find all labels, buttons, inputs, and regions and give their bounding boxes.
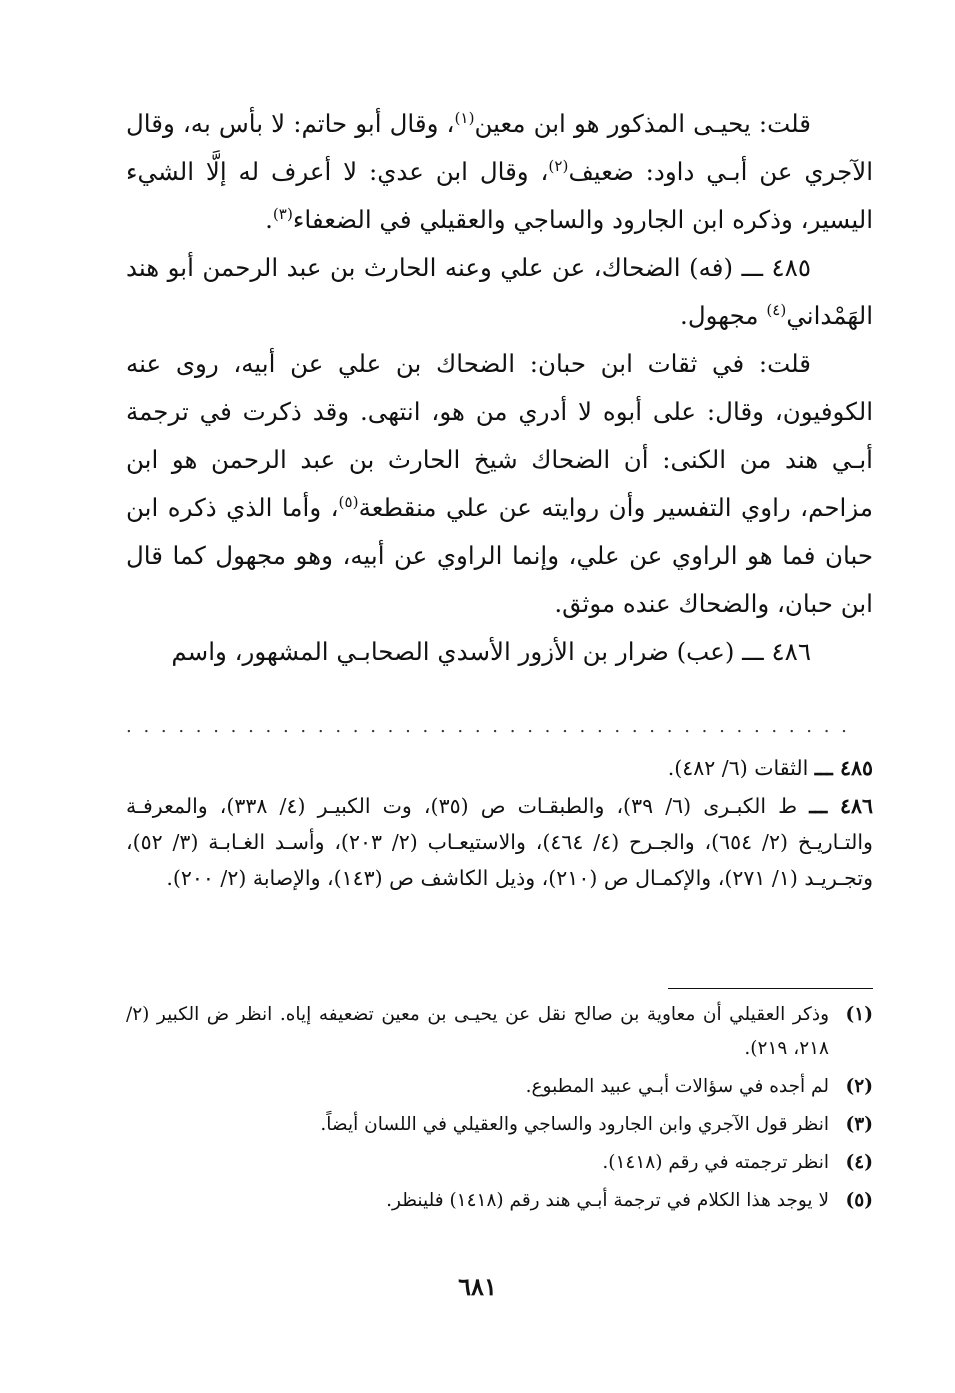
page-number: ٦٨١ <box>458 1272 497 1301</box>
reference-text: ط الكبـرى (٦/ ٣٩)، والطبقـات ص (٣٥)، وت الكبيـر (٤/ ٣٣٨)، والمعرفـة والتـاريـخ (٢/ ٦٥٤)، والجـرح (٤/ ٤٦٤)، والاستيعـاب (٢/ ٢٠٣)، وأسـد الغـابـة (٣/ ٥٢)، وتجـريـد (١/ ٢٧١)، والإكمـال ص (٢١٠)، وذيل الكاشف ص (١٤٣)، والإصابة (٢/ ٢٠٠). <box>126 794 873 890</box>
footnote-item <box>126 1070 873 1104</box>
footnote-text: انظر قول الآجري وابن الجارود والساجي والعقيلي في اللسان أيضاً. <box>320 1114 829 1135</box>
paragraph <box>126 100 873 244</box>
footnote-item <box>126 1184 873 1218</box>
footnote-number: (٢) <box>845 1076 873 1097</box>
text-run: ٤٨٥ ـــ (فه) الضحاك، عن علي وعنه الحارث بن عبد الرحمن أبو هند الهَمْداني <box>126 253 873 330</box>
footnote-number: (١) <box>845 1004 873 1025</box>
footnote-number: (٤) <box>845 1152 873 1173</box>
text-run: مجهول. <box>680 301 767 330</box>
footnote-ref[interactable]: (٣) <box>272 204 293 223</box>
footnote-ref[interactable]: (١) <box>454 108 475 127</box>
text-run: ، وقال أبو حاتم: لا بأس به، وقال الآجري عن أبـي داود: ضعيف <box>126 109 873 186</box>
footnote-text: لا يوجد هذا الكلام في ترجمة أبـي هند رقم (١٤١٨) فلينظر. <box>386 1190 829 1211</box>
text-run: . <box>265 205 273 234</box>
entry-485 <box>126 244 873 340</box>
text-run: ، وقال ابن عدي: لا أعرف له إلَّا الشيء اليسير، وذكره ابن الجارود والساجي والعقيلي في الضعفاء <box>126 157 873 234</box>
footnote-text: وذكر العقيلي أن معاوية بن صالح نقل عن يحيـى بن معين تضعيفه إياه. انظر ض الكبير (٢/ ٢١٨، ٢١٩). <box>126 1004 829 1059</box>
reference-number: ٤٨٦ ـــ <box>809 794 873 818</box>
footnotes <box>126 998 873 1222</box>
paragraph <box>126 340 873 628</box>
text-run: قلت: في ثقات ابن حبان: الضحاك بن علي عن أبيه، روى عنه الكوفيون، وقال: على أبوه لا أدري من هو، انتهى. وقد ذكرت في ترجمة أبـي هند من الكنى: أن الضحاك شيخ الحارث بن عبد الرحمن هو ابن مزاحم، راوي التفسير وأن روايته عن علي منقطعة <box>126 349 873 522</box>
footnote-ref[interactable]: (٢) <box>548 156 569 175</box>
footnote-item <box>126 1108 873 1142</box>
reference-text: الثقات (٦/ ٤٨٢). <box>667 756 815 780</box>
text-run: قلت: يحيـى المذكور هو ابن معين <box>474 109 811 138</box>
footnote-ref[interactable]: (٤) <box>766 300 787 319</box>
reference-item <box>126 788 873 896</box>
footnote-text: انظر ترجمته في رقم (١٤١٨). <box>602 1152 829 1173</box>
footnote-ref[interactable]: (٥) <box>338 492 359 511</box>
reference-item <box>126 750 873 786</box>
references <box>126 750 873 898</box>
text-run: ، وأما الذي ذكره ابن حبان فما هو الراوي عن علي، وإنما الراوي عن أبيه، وهو مجهول كما قال ابن حبان، والضحاك عنده موثق. <box>126 493 873 618</box>
separator-dots: . . . . . . . . . . . . . . . . . . . . . . . . . . . . . . . . . . . . . . . . . . <box>126 720 850 734</box>
footnote-item <box>126 1146 873 1180</box>
footnote-item <box>126 998 873 1066</box>
reference-number: ٤٨٥ ـــ <box>814 756 873 780</box>
text-run: ٤٨٦ ـــ (عب) ضرار بن الأزور الأسدي الصحابـي المشهور، واسم <box>171 637 811 666</box>
footnote-number: (٣) <box>845 1114 873 1135</box>
footnote-text: لم أجده في سؤالات أبـي عبيد المطبوع. <box>525 1076 829 1097</box>
entry-486 <box>126 628 873 676</box>
main-text <box>126 100 873 676</box>
footnote-number: (٥) <box>845 1190 873 1211</box>
footnote-rule <box>668 988 873 989</box>
